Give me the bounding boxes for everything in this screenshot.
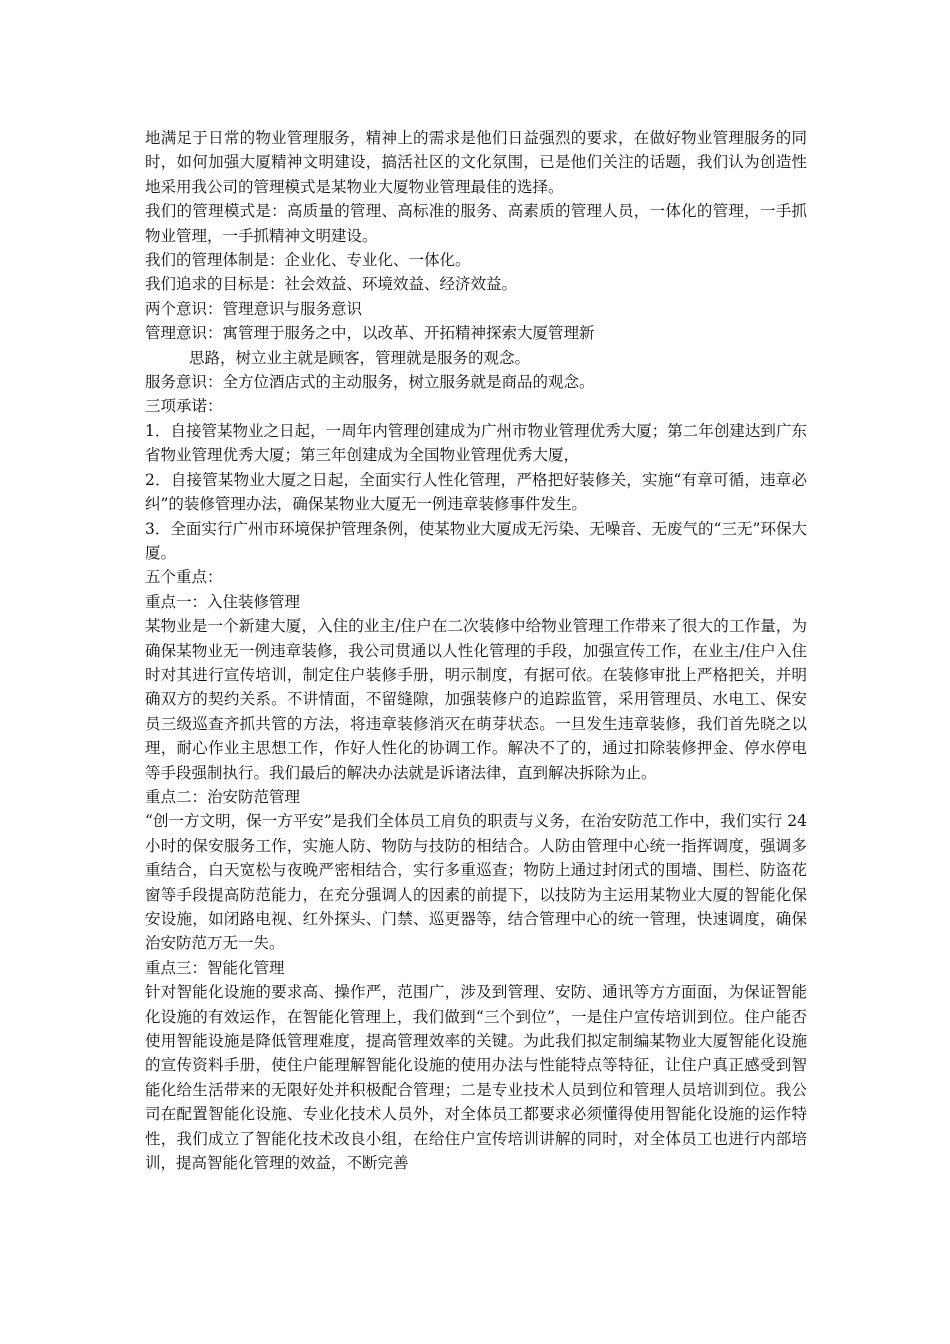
paragraph-management-system: 我们的管理体制是：企业化、专业化、一体化。 — [145, 251, 471, 270]
paragraph-focus-3: 针对智能化设施的要求高、操作严，范围广，涉及到管理、安防、通讯等方方面面，为保证智能化设施的有效运作，在智能化管理上，我们做到“三个到位”，一是住户宣传培训到位。住户能否使用智能设施是降低管理难度，提高管理效率的关键。为此我们拟定制编某物业大厦智能化设施的宣传资料手册，使住户能理解智能化设施的使用办法与性能特点等特征，让住户真正感受到智能化给生活带来的无限好处并积极配合管理；二是专业技术人员到位和管理人员培训到位。我公司在配置智能化设施、专业化技术人员外，对全体员工都要求必须懂得使用智能化设施的运作特性，我们成立了智能化技术改良小组，在给住户宣传培训讲解的同时，对全体员工也进行内部培训，提高智能化管理的效益，不断完善 — [145, 983, 807, 1173]
heading-two-awareness: 两个意识：管理意识与服务意识 — [145, 299, 363, 318]
paragraph-goals: 我们追求的目标是：社会效益、环境效益、经济效益。 — [145, 275, 518, 294]
paragraph-intro-continued: 地满足于日常的物业管理服务，精神上的需求是他们日益强烈的要求，在做好物业管理服务的同时，如何加强大厦精神文明建设，搞活社区的文化氛围，已是他们关注的话题，我们认为创造性地采用我公司的管理模式是某物业大厦物业管理最佳的选择。 — [145, 129, 807, 196]
commitment-2: 2．自接管某物业大厦之日起，全面实行人性化管理，严格把好装修关，实施“有章可循，违章必纠”的装修管理办法，确保某物业大厦无一例违章装修事件发生。 — [145, 470, 807, 514]
commitment-3: 3．全面实行广州市环境保护管理条例，使某物业大厦成无污染、无噪音、无废气的“三无”环保大厦。 — [145, 519, 807, 562]
paragraph-focus-1: 某物业是一个新建大厦，入住的业主/住户在二次装修中给物业管理工作带来了很大的工作量，为确保某物业无一例违章装修，我公司贯通以人性化管理的手段，加强宣传工作，在业主/住户入住时对其进行宣传培训，制定住户装修手册，明示制度，有据可依。在装修审批上严格把关，并明确双方的契约关系。不讲情面，不留缝隙，加强装修户的追踪监管，采用管理员、水电工、保安员三级巡查齐抓共管的方法，将违章装修消灭在萌芽状态。一旦发生违章装修，我们首先晓之以理，耐心作业主思想工作，作好人性化的协调工作。解决不了的，通过扣除装修押金、停水停电等手段强制执行。我们最后的解决办法就是诉诸法律，直到解决拆除为止。 — [145, 617, 807, 782]
heading-focus-3: 重点三：智能化管理 — [145, 958, 285, 977]
document-body — [145, 126, 807, 1175]
heading-focus-2: 重点二：治安防范管理 — [145, 787, 301, 806]
heading-five-focuses: 五个重点： — [145, 568, 223, 587]
commitment-1: 1．自接管某物业之日起，一周年内管理创建成为广州市物业管理优秀大厦；第二年创建达到广东省物业管理优秀大厦；第三年创建成为全国物业管理优秀大厦， — [145, 421, 807, 465]
paragraph-service-awareness: 服务意识：全方位酒店式的主动服务，树立服务就是商品的观念。 — [145, 373, 595, 392]
paragraph-management-awareness: 管理意识：寓管理于服务之中，以改革、开拓精神探索大厦管理新 — [145, 324, 595, 343]
paragraph-management-model: 我们的管理模式是：高质量的管理、高标准的服务、高素质的管理人员，一体化的管理，一手抓物业管理，一手抓精神文明建设。 — [145, 202, 807, 245]
heading-three-commitments: 三项承诺： — [145, 397, 223, 416]
paragraph-focus-2: “创一方文明，保一方平安”是我们全体员工肩负的职责与义务，在治安防范工作中，我们实行 24 小时的保安服务工作，实施人防、物防与技防的相结合。人防由管理中心统一指挥调度，强调多重结合，白天宽松与夜晚严密相结合，实行多重巡查；物防上通过封闭式的围墙、围栏、防盗花窗等手段提高防范能力，在充分强调人的因素的前提下，以技防为主运用某物业大厦的智能化保安设施，如闭路电视、红外探头、门禁、巡更器等，结合管理中心的统一管理，快速调度，确保治安防范万无一失。 — [145, 812, 807, 953]
heading-focus-1: 重点一：入住装修管理 — [145, 592, 301, 611]
paragraph-management-awareness-cont: 思路，树立业主就是顾客，管理就是服务的观念。 — [189, 348, 531, 367]
